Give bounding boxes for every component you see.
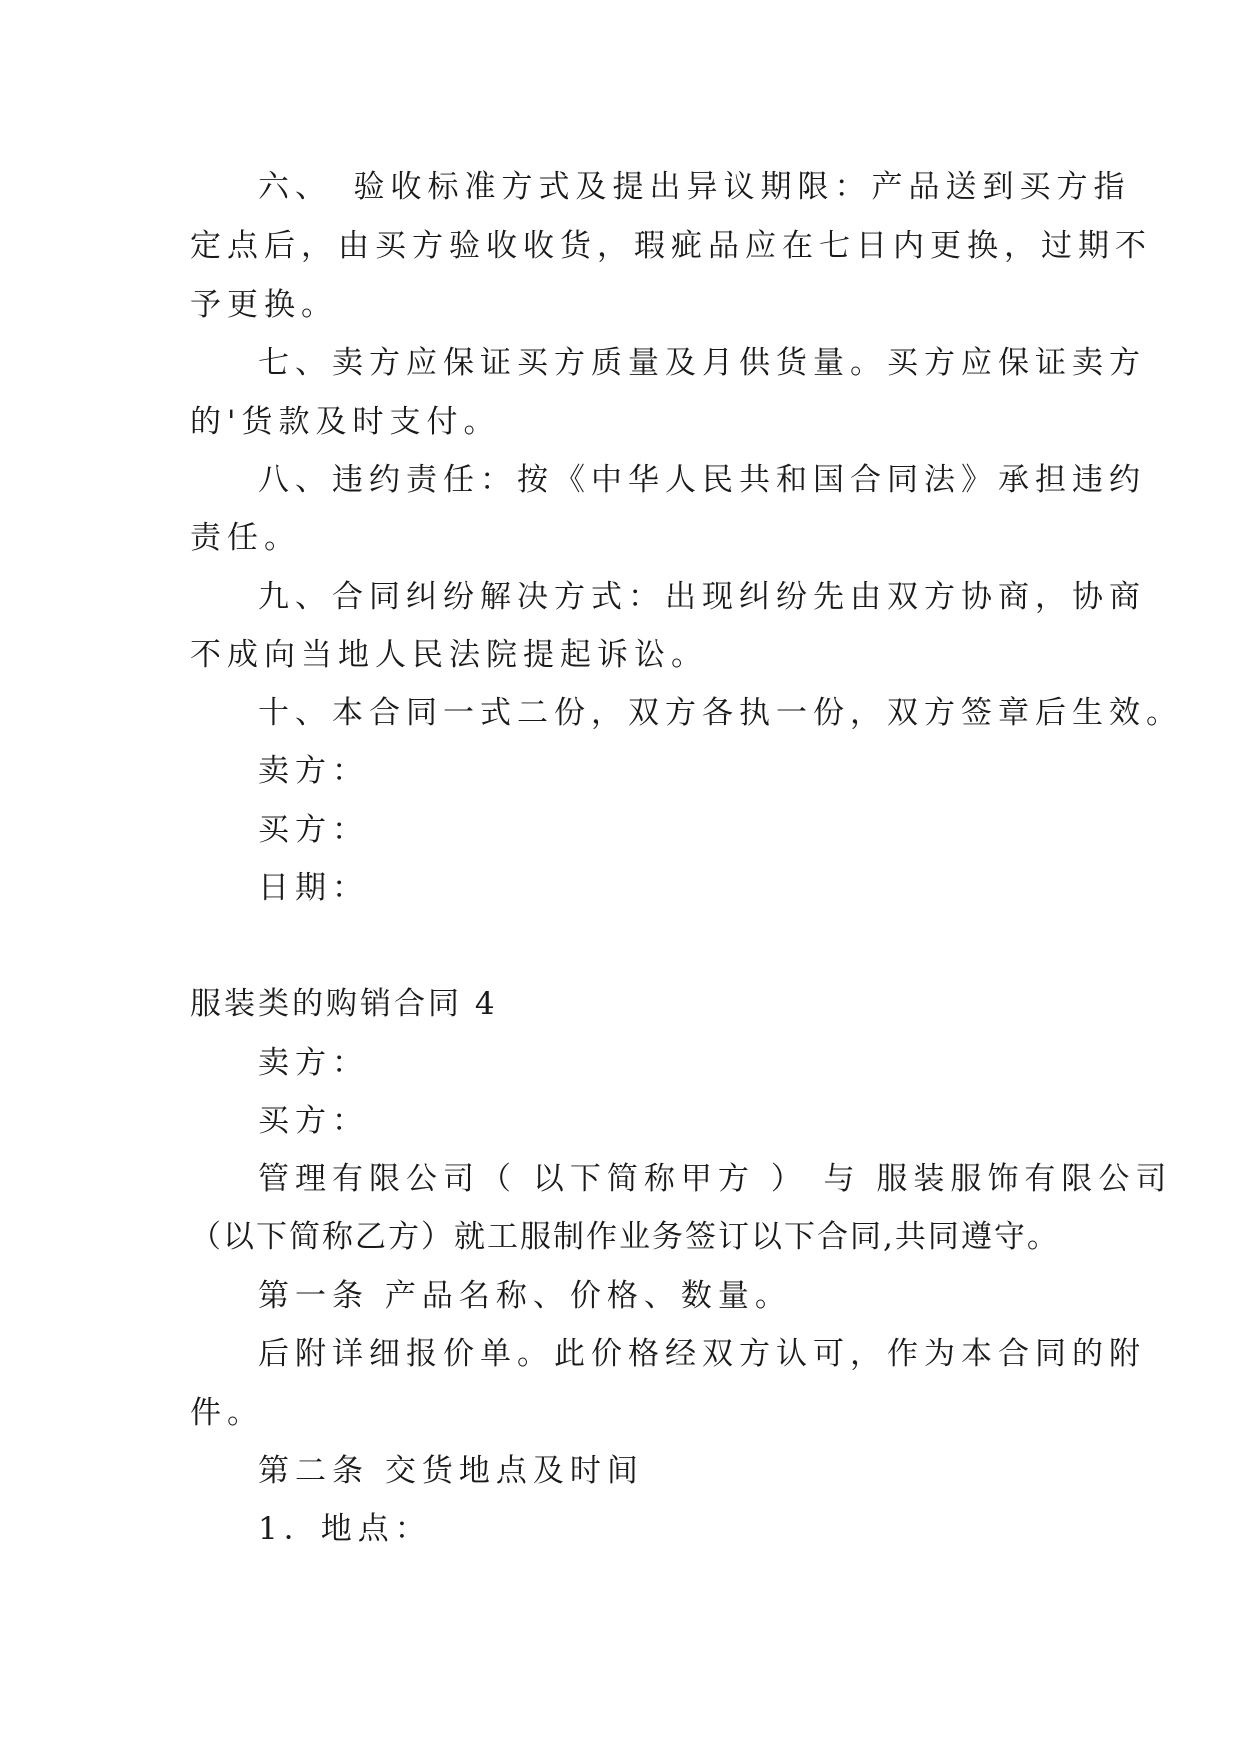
clause-9-line-1: 九、合同纠纷解决方式：出现纠纷先由双方协商，协商 (258, 579, 1146, 615)
buyer-label: 买方： (258, 812, 369, 848)
clause-9-line-2: 不成向当地人民法院提起诉讼。 (190, 637, 708, 673)
clause-6-line-1: 六、 验收标准方式及提出异议期限：产品送到买方指 (258, 169, 1131, 205)
clause-8-line-1: 八、违约责任：按《中华人民共和国合同法》承担违约 (258, 462, 1146, 498)
clause-7-line-1: 七、卖方应保证买方质量及月供货量。买方应保证卖方 (258, 345, 1146, 381)
contract-4-buyer-label: 买方： (258, 1103, 369, 1139)
clause-7-line-2: 的'货款及时支付。 (190, 404, 501, 440)
date-label: 日期： (258, 870, 369, 906)
article-2-item-1: 1．地点： (258, 1511, 432, 1547)
contract-4-title: 服装类的购销合同 4 (190, 986, 498, 1022)
article-1-body-line-1: 后附详细报价单。此价格经双方认可，作为本合同的附 (258, 1336, 1146, 1372)
contract-4-intro-line-1: 管理有限公司（ 以下简称甲方 ） 与 服装服饰有限公司 (258, 1161, 1173, 1197)
contract-4-seller-label: 卖方： (258, 1045, 369, 1081)
article-1-heading: 第一条 产品名称、价格、数量。 (258, 1278, 792, 1314)
clause-6-line-2: 定点后，由买方验收收货，瑕疵品应在七日内更换，过期不 (190, 228, 1152, 264)
clause-10: 十、本合同一式二份，双方各执一份，双方签章后生效。 (258, 695, 1183, 731)
article-2-heading: 第二条 交货地点及时间 (258, 1453, 644, 1489)
clause-6-line-3: 予更换。 (190, 287, 338, 323)
contract-4-intro-line-2: （以下简称乙方）就工服制作业务签订以下合同,共同遵守。 (190, 1219, 1060, 1255)
seller-label: 卖方： (258, 753, 369, 789)
clause-8-line-2: 责任。 (190, 520, 301, 556)
article-1-body-line-2: 件。 (190, 1395, 264, 1431)
